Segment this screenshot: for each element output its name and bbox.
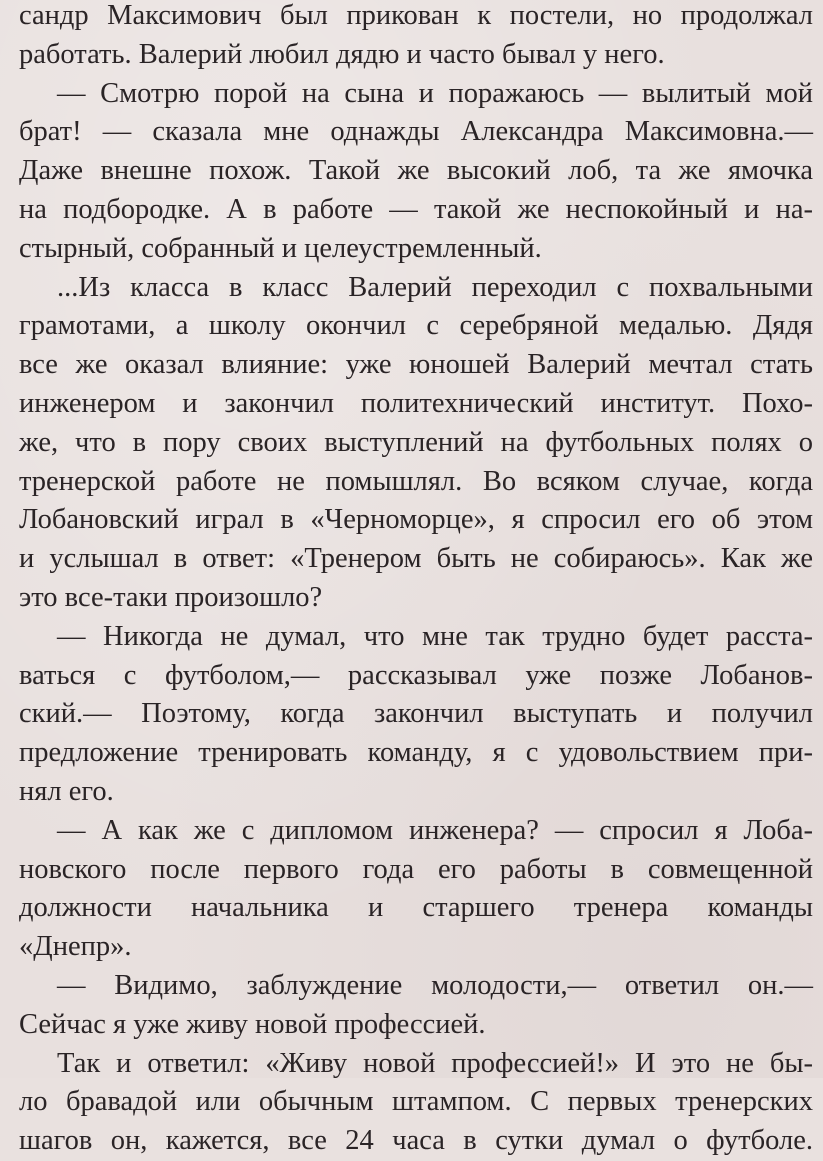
text-line: Так и ответил: «Живу новой профессией!» И это не бы- [57,1047,813,1079]
text-line: ...Из класса в класс Валерий переходил с похвальными [57,271,813,303]
text-line: ло бравадой или обычным штампом. С первых тренерских [19,1086,813,1118]
text-line: брат! — сказала мне однажды Александра Максимовна.— [19,116,813,148]
page-text [19,0,813,1161]
text-line: и услышал в ответ: «Тренером быть не собираюсь». Как же [19,543,813,575]
text-line: нял его. [19,775,114,807]
text-line: — А как же с дипломом инженера? — спросил я Лоба- [57,814,813,846]
text-line: Даже внешне похож. Такой же высокий лоб, та же ямочка [19,155,813,187]
text-line: работать. Валерий любил дядю и часто бывал у него. [19,38,665,70]
text-line: на подбородке. А в работе — такой же неспокойный и на- [19,193,813,225]
text-line: ский.— Поэтому, когда закончил выступать и получил [19,698,813,730]
text-line: все же оказал влияние: уже юношей Валерий мечтал стать [19,349,813,381]
text-line: Лобановский играл в «Черноморце», я спросил его об этом [19,504,813,536]
text-line: «Днепр». [19,931,132,963]
text-line: — Видимо, заблуждение молодости,— ответил он.— [57,969,813,1001]
text-line: инженером и закончил политехнический институт. Похо- [19,387,813,419]
text-line: грамотами, а школу окончил с серебряной медалью. Дядя [19,310,813,342]
text-line: должности начальника и старшего тренера команды [19,892,813,924]
text-line: стырный, собранный и целеустремленный. [19,232,542,264]
text-line: новского после первого года его работы в совмещенной [19,853,813,885]
text-line: же, что в пору своих выступлений на футбольных полях о [19,426,813,458]
text-line: — Никогда не думал, что мне так трудно будет расста- [57,620,813,652]
text-line: тренерской работе не помышлял. Во всяком случае, когда [19,465,813,497]
text-line: предложение тренировать команду, я с удовольствием при- [19,737,813,769]
text-line: это все-таки произошло? [19,581,323,613]
text-line: ваться с футболом,— рассказывал уже позже Лобанов- [19,659,813,691]
text-line: шагов он, кажется, все 24 часа в сутки думал о футболе. [19,1125,813,1157]
text-line: — Смотрю порой на сына и поражаюсь — вылитый мой [57,77,813,109]
text-line: сандр Максимович был прикован к постели, но продолжал [19,0,813,31]
text-line: Сейчас я уже живу новой профессией. [19,1008,486,1040]
